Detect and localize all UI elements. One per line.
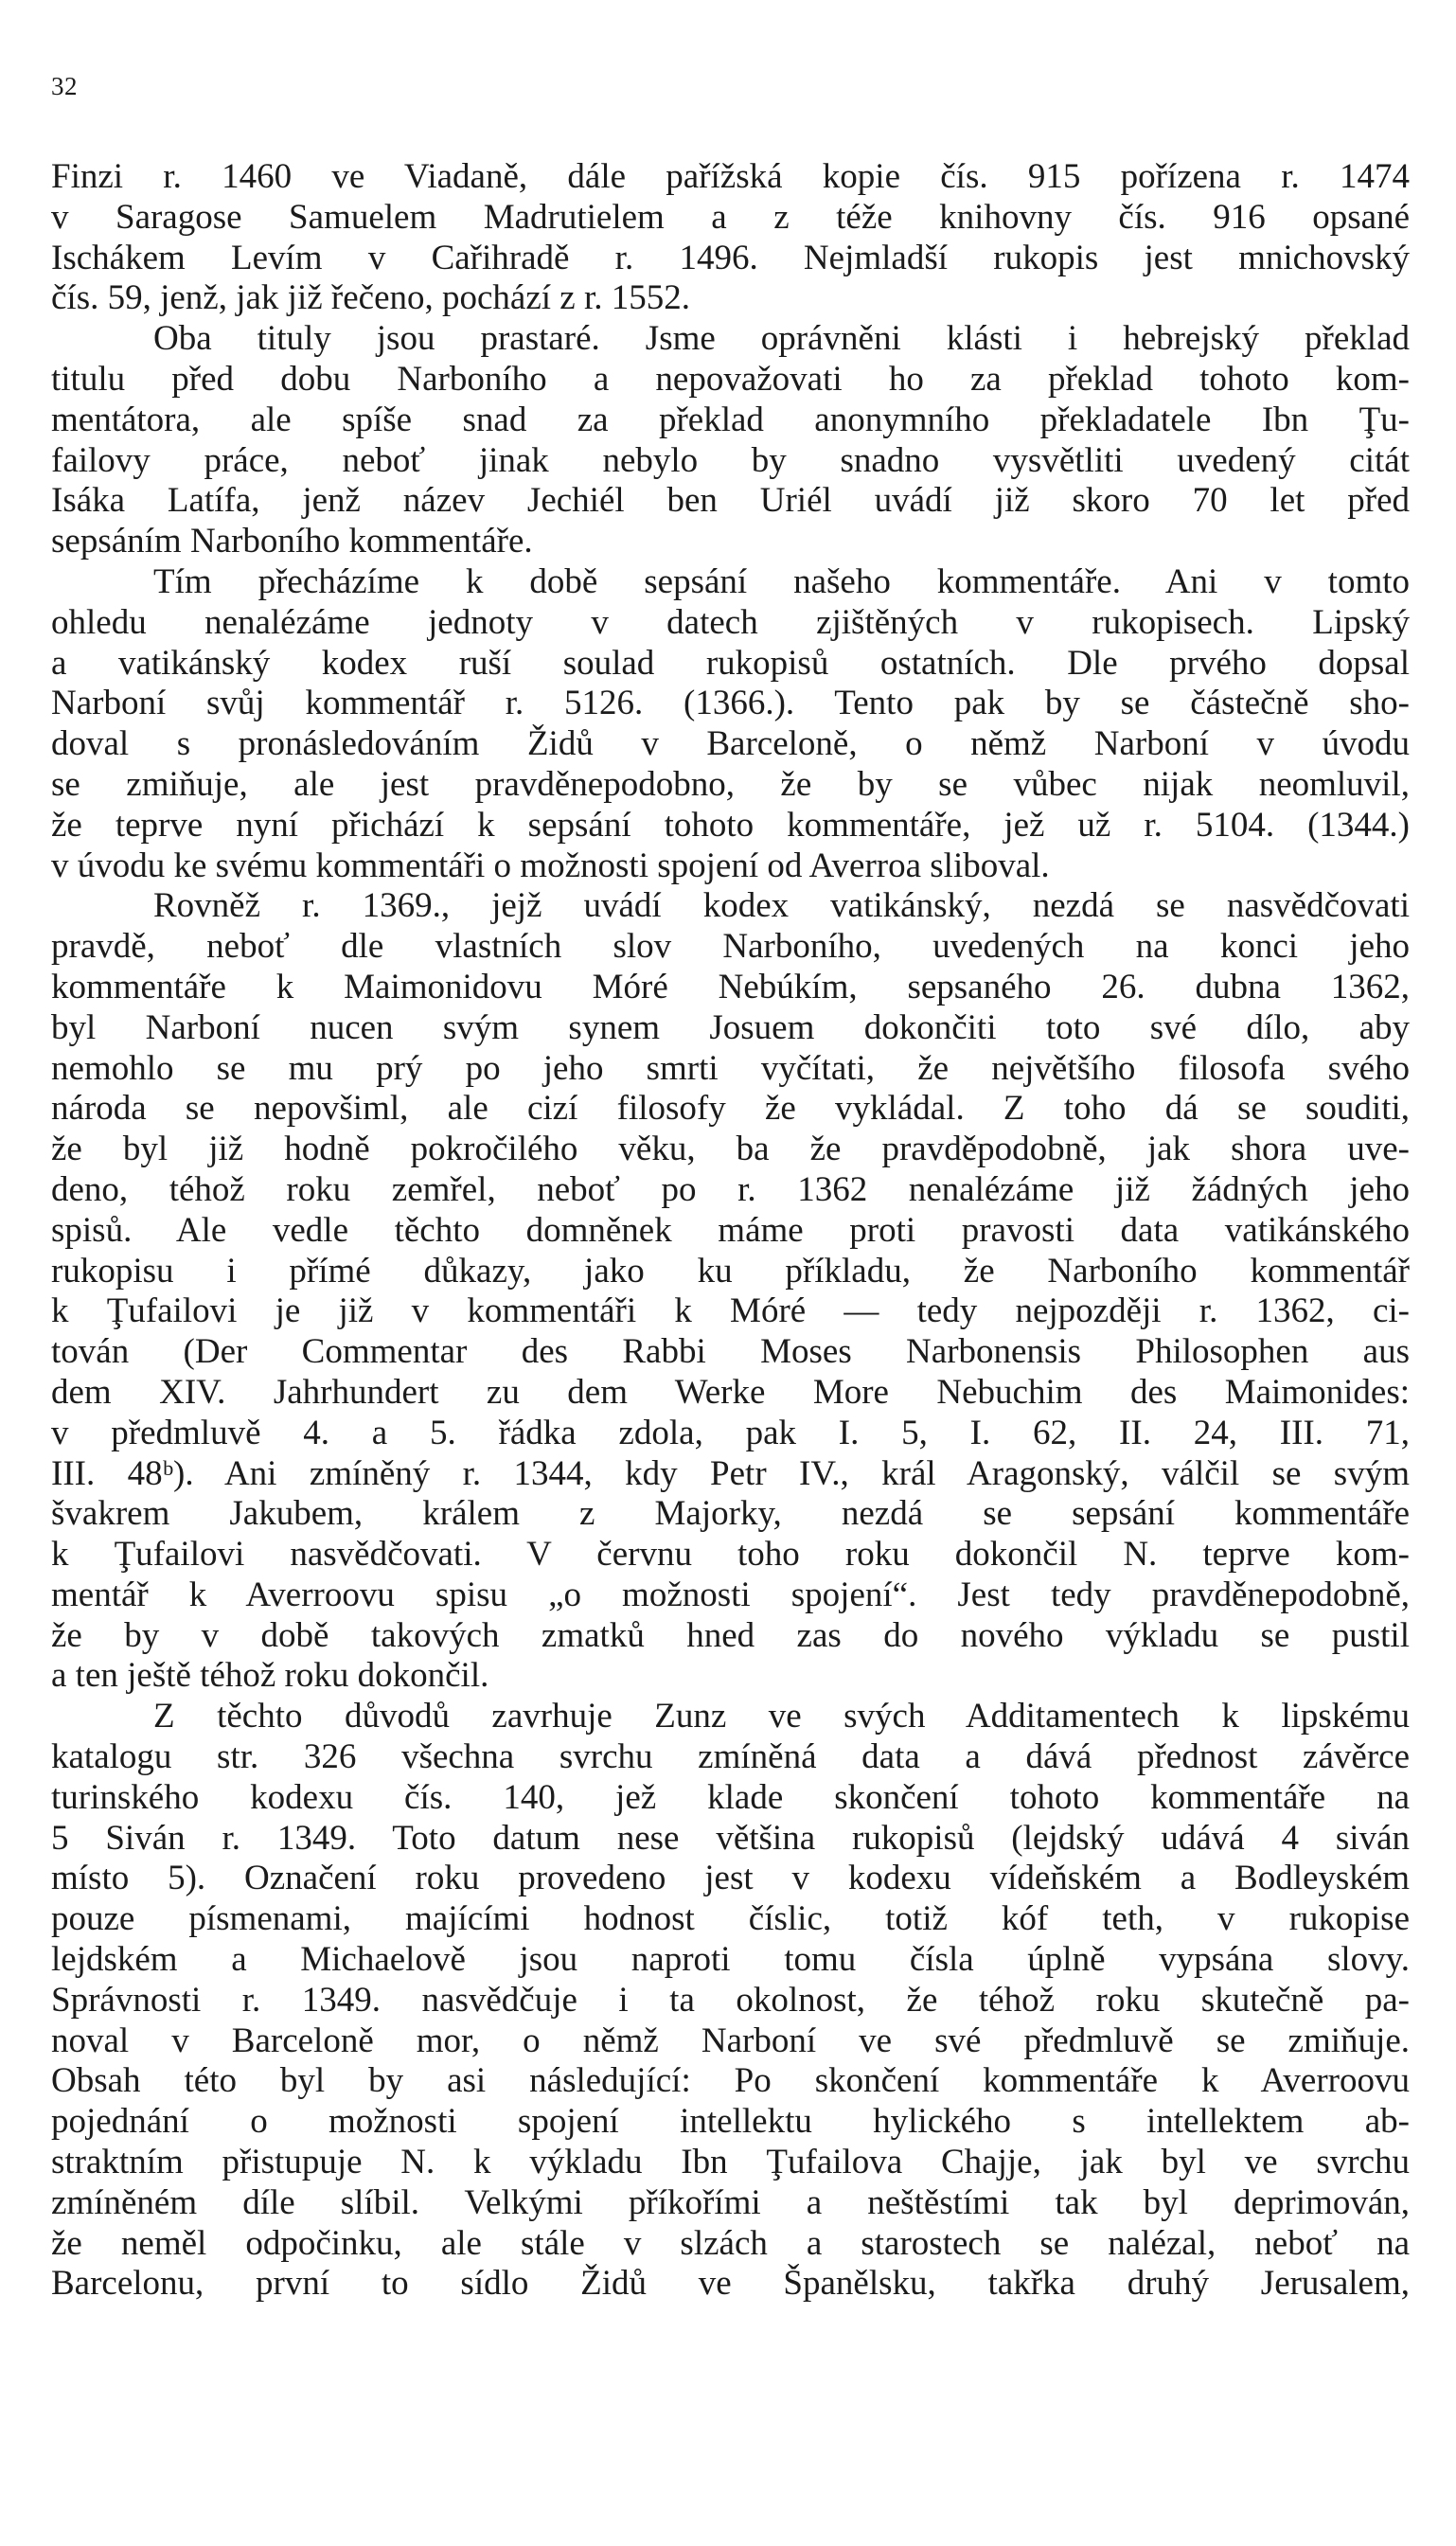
text-line: v Saragose Samuelem Madrutielem a z téže knihovny čís. 916 opsané — [51, 197, 1410, 237]
page-number: 32 — [51, 72, 78, 100]
text-line: Správnosti r. 1349. nasvědčuje i ta okolnost, že téhož roku skutečně pa- — [51, 1980, 1410, 2020]
text-line: v předmluvě 4. a 5. řádka zdola, pak I. 5, I. 62, II. 24, III. 71, — [51, 1413, 1410, 1452]
text-line: k Ţufailovi nasvědčovati. V červnu toho roku dokončil N. teprve kom- — [51, 1535, 1410, 1575]
paragraph-first-line: Tím přecházíme k době sepsání našeho kommentáře. Ani v tomto — [153, 561, 1410, 601]
text-line: zmíněném díle slíbil. Velkými příkořími a neštěstími tak byl deprimován, — [51, 2182, 1410, 2222]
text-line: turinského kodexu čís. 140, jež klade skončení tohoto kommentáře na — [51, 1777, 1410, 1817]
text-line: byl Narboní nucen svým synem Josuem dokončiti toto své dílo, aby — [51, 1007, 1410, 1047]
text-line: deno, téhož roku zemřel, neboť po r. 1362 nenalézáme již žádných jeho — [51, 1169, 1410, 1209]
text-line: švakrem Jakubem, králem z Majorky, nezdá se sepsání kommentáře — [51, 1494, 1410, 1534]
text-line: že teprve nyní přichází k sepsání tohoto kommentáře, jež už r. 5104. (1344.) — [51, 805, 1410, 845]
text-line: ohledu nenalézáme jednoty v datech zjištěných v rukopisech. Lipský — [51, 602, 1410, 642]
text-line: spisů. Ale vedle těchto domněnek máme proti pravosti data vatikánského — [51, 1210, 1410, 1250]
text-line: noval v Barceloně mor, o němž Narboní ve své předmluvě se zmiňuje. — [51, 2021, 1410, 2060]
text-line: a vatikánský kodex ruší soulad rukopisů ostatních. Dle prvého dopsal — [51, 643, 1410, 683]
text-line: titulu před dobu Narboního a nepovažovati ho za překlad tohoto kom- — [51, 359, 1410, 399]
text-line: a ten ještě téhož roku dokončil. — [51, 1656, 489, 1696]
text-line: rukopisu i přímé důkazy, jako ku příkladu, že Narboního kommentář — [51, 1251, 1410, 1291]
text-line: nemohlo se mu prý po jeho smrti vyčítati, že největšího filosofa svého — [51, 1048, 1410, 1088]
text-line: 5 Siván r. 1349. Toto datum nese většina rukopisů (lejdský udává 4 siván — [51, 1818, 1410, 1858]
text-line: Isáka Latífa, jenž název Jechiél ben Uriél uvádí již skoro 70 let před — [51, 481, 1410, 521]
text-line: národa se nepovšiml, ale cizí filosofy že vykládal. Z toho dá se souditi, — [51, 1089, 1410, 1129]
text-line: pouze písmenami, majícími hodnost číslic, totiž kóf teth, v rukopise — [51, 1899, 1410, 1939]
text-line: čís. 59, jenž, jak již řečeno, pochází z r. 1552. — [51, 278, 690, 318]
text-line: se zmiňuje, ale jest pravděnepodobno, že by se vůbec nijak neomluvil, — [51, 764, 1410, 804]
text-line: doval s pronásledováním Židů v Barceloně, o němž Narboní v úvodu — [51, 724, 1410, 764]
text-line: failovy práce, neboť jinak nebylo by snadno vysvětliti uvedený citát — [51, 440, 1410, 480]
text-line: k Ţufailovi je již v kommentáři k Móré — tedy nejpozději r. 1362, ci- — [51, 1291, 1410, 1331]
paragraph-first-line: Rovněž r. 1369., jejž uvádí kodex vatikánský, nezdá se nasvědčovati — [153, 886, 1410, 926]
paragraph-first-line: Oba tituly jsou prastaré. Jsme oprávněni klásti i hebrejský překlad — [153, 319, 1410, 359]
text-line: mentátora, ale spíše snad za překlad anonymního překladatele Ibn Ţu- — [51, 400, 1410, 439]
text-line: tován (Der Commentar des Rabbi Moses Narbonensis Philosophen aus — [51, 1332, 1410, 1372]
text-line: mentář k Averroovu spisu „o možnosti spojení“. Jest tedy pravděnepodobně, — [51, 1575, 1410, 1614]
text-line: že byl již hodně pokročilého věku, ba že pravděpodobně, jak shora uve- — [51, 1130, 1410, 1169]
text-line: že by v době takových zmatků hned zas do nového výkladu se pustil — [51, 1615, 1410, 1655]
text-line: místo 5). Označení roku provedeno jest v kodexu vídeňském a Bodleyském — [51, 1859, 1410, 1898]
text-line: v úvodu ke svému kommentáři o možnosti spojení od Averroa sliboval. — [51, 846, 1050, 885]
text-line: katalogu str. 326 všechna svrchu zmíněná data a dává přednost závěrce — [51, 1737, 1410, 1777]
text-line: straktním přistupuje N. k výkladu Ibn Ţufailova Chajje, jak byl ve svrchu — [51, 2143, 1410, 2182]
text-line: Barcelonu, první to sídlo Židů ve Španělsku, takřka druhý Jerusalem, — [51, 2264, 1410, 2304]
text-line: že neměl odpočinku, ale stále v slzách a starostech se nalézal, neboť na — [51, 2223, 1410, 2263]
text-line: dem XIV. Jahrhundert zu dem Werke More Nebuchim des Maimonides: — [51, 1372, 1410, 1412]
text-line: sepsáním Narboního kommentáře. — [51, 522, 533, 561]
text-line: pravdě, neboť dle vlastních slov Narboního, uvedených na konci jeho — [51, 927, 1410, 967]
text-line: Obsah této byl by asi následující: Po skončení kommentáře k Averroovu — [51, 2061, 1410, 2101]
text-line: Ischákem Levím v Cařihradě r. 1496. Nejmladší rukopis jest mnichovský — [51, 238, 1410, 277]
text-line: Finzi r. 1460 ve Viadaně, dále pařížská kopie čís. 915 pořízena r. 1474 — [51, 157, 1410, 196]
paragraph-first-line: Z těchto důvodů zavrhuje Zunz ve svých Additamentech k lipskému — [153, 1697, 1410, 1736]
body-text — [51, 157, 1410, 2305]
text-line: Narboní svůj kommentář r. 5126. (1366.). Tento pak by se částečně sho- — [51, 684, 1410, 723]
text-line: pojednání o možnosti spojení intellektu hylického s intellektem ab- — [51, 2102, 1410, 2142]
text-line: lejdském a Michaelově jsou naproti tomu čísla úplně vypsána slovy. — [51, 1940, 1410, 1980]
text-line: III. 48ᵇ). Ani zmíněný r. 1344, kdy Petr IV., král Aragonský, válčil se svým — [51, 1453, 1410, 1493]
text-line: kommentáře k Maimonidovu Móré Nebúkím, sepsaného 26. dubna 1362, — [51, 967, 1410, 1006]
